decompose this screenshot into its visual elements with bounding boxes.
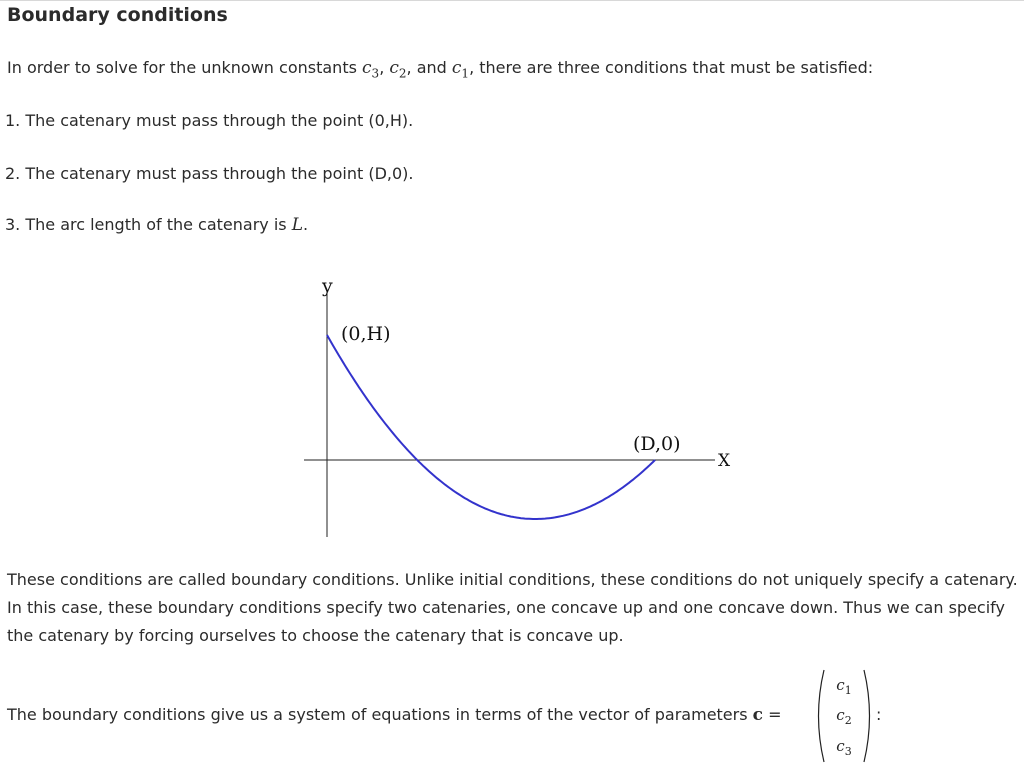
constant-c1: $c_1$ (451, 58, 470, 81)
right-paren (862, 668, 876, 764)
vector-entry-c1: $c_1$ (836, 676, 852, 697)
intro-text-after: , there are three conditions that must be satisfied: (469, 58, 874, 77)
parameter-vector (812, 668, 876, 764)
x-axis-label: X (718, 451, 731, 471)
constant-c2: $c_2$ (389, 58, 407, 81)
condition-1: 1. The catenary must pass through the point (0,H). (5, 111, 414, 130)
catenary-figure (290, 272, 750, 544)
point-0-h-label: (0,H) (341, 323, 391, 345)
section-heading: Boundary conditions (7, 4, 228, 26)
constant-c3: $c_3$ (362, 58, 380, 81)
condition-2: 2. The catenary must pass through the point (D,0). (5, 164, 414, 183)
vector-sentence (7, 705, 782, 725)
equals-sign: = (763, 705, 782, 724)
vector-sentence-text: The boundary conditions give us a system of equations in terms of the vector of parameters (7, 705, 753, 724)
intro-text-before: In order to solve for the unknown constants (7, 58, 363, 77)
condition-3: 3. The arc length of the catenary is L. (5, 215, 309, 235)
boundary-conditions-explanation: These conditions are called boundary conditions. Unlike initial conditions, these conditions do not uniquely specify a catenary. In this case, these boundary conditions specify two catenaries, one concave up and one concave down. Thus we can specify the catenary by forcing ourselves to choose the catenary that is concave up. (7, 570, 1018, 645)
arc-length-symbol: L (291, 215, 304, 235)
point-d-0-label: (D,0) (633, 433, 681, 455)
intro-sep: , (379, 58, 390, 77)
trailing-colon: : (876, 705, 882, 724)
catenary-curve (327, 335, 655, 519)
y-axis-label: y (322, 275, 333, 297)
intro-paragraph (7, 58, 873, 80)
vector-entry-c2: $c_2$ (836, 706, 852, 727)
intro-sep: , and (406, 58, 452, 77)
top-divider (0, 0, 1024, 1)
vector-symbol: c (752, 705, 764, 725)
vector-entry-c3: $c_3$ (836, 737, 852, 758)
